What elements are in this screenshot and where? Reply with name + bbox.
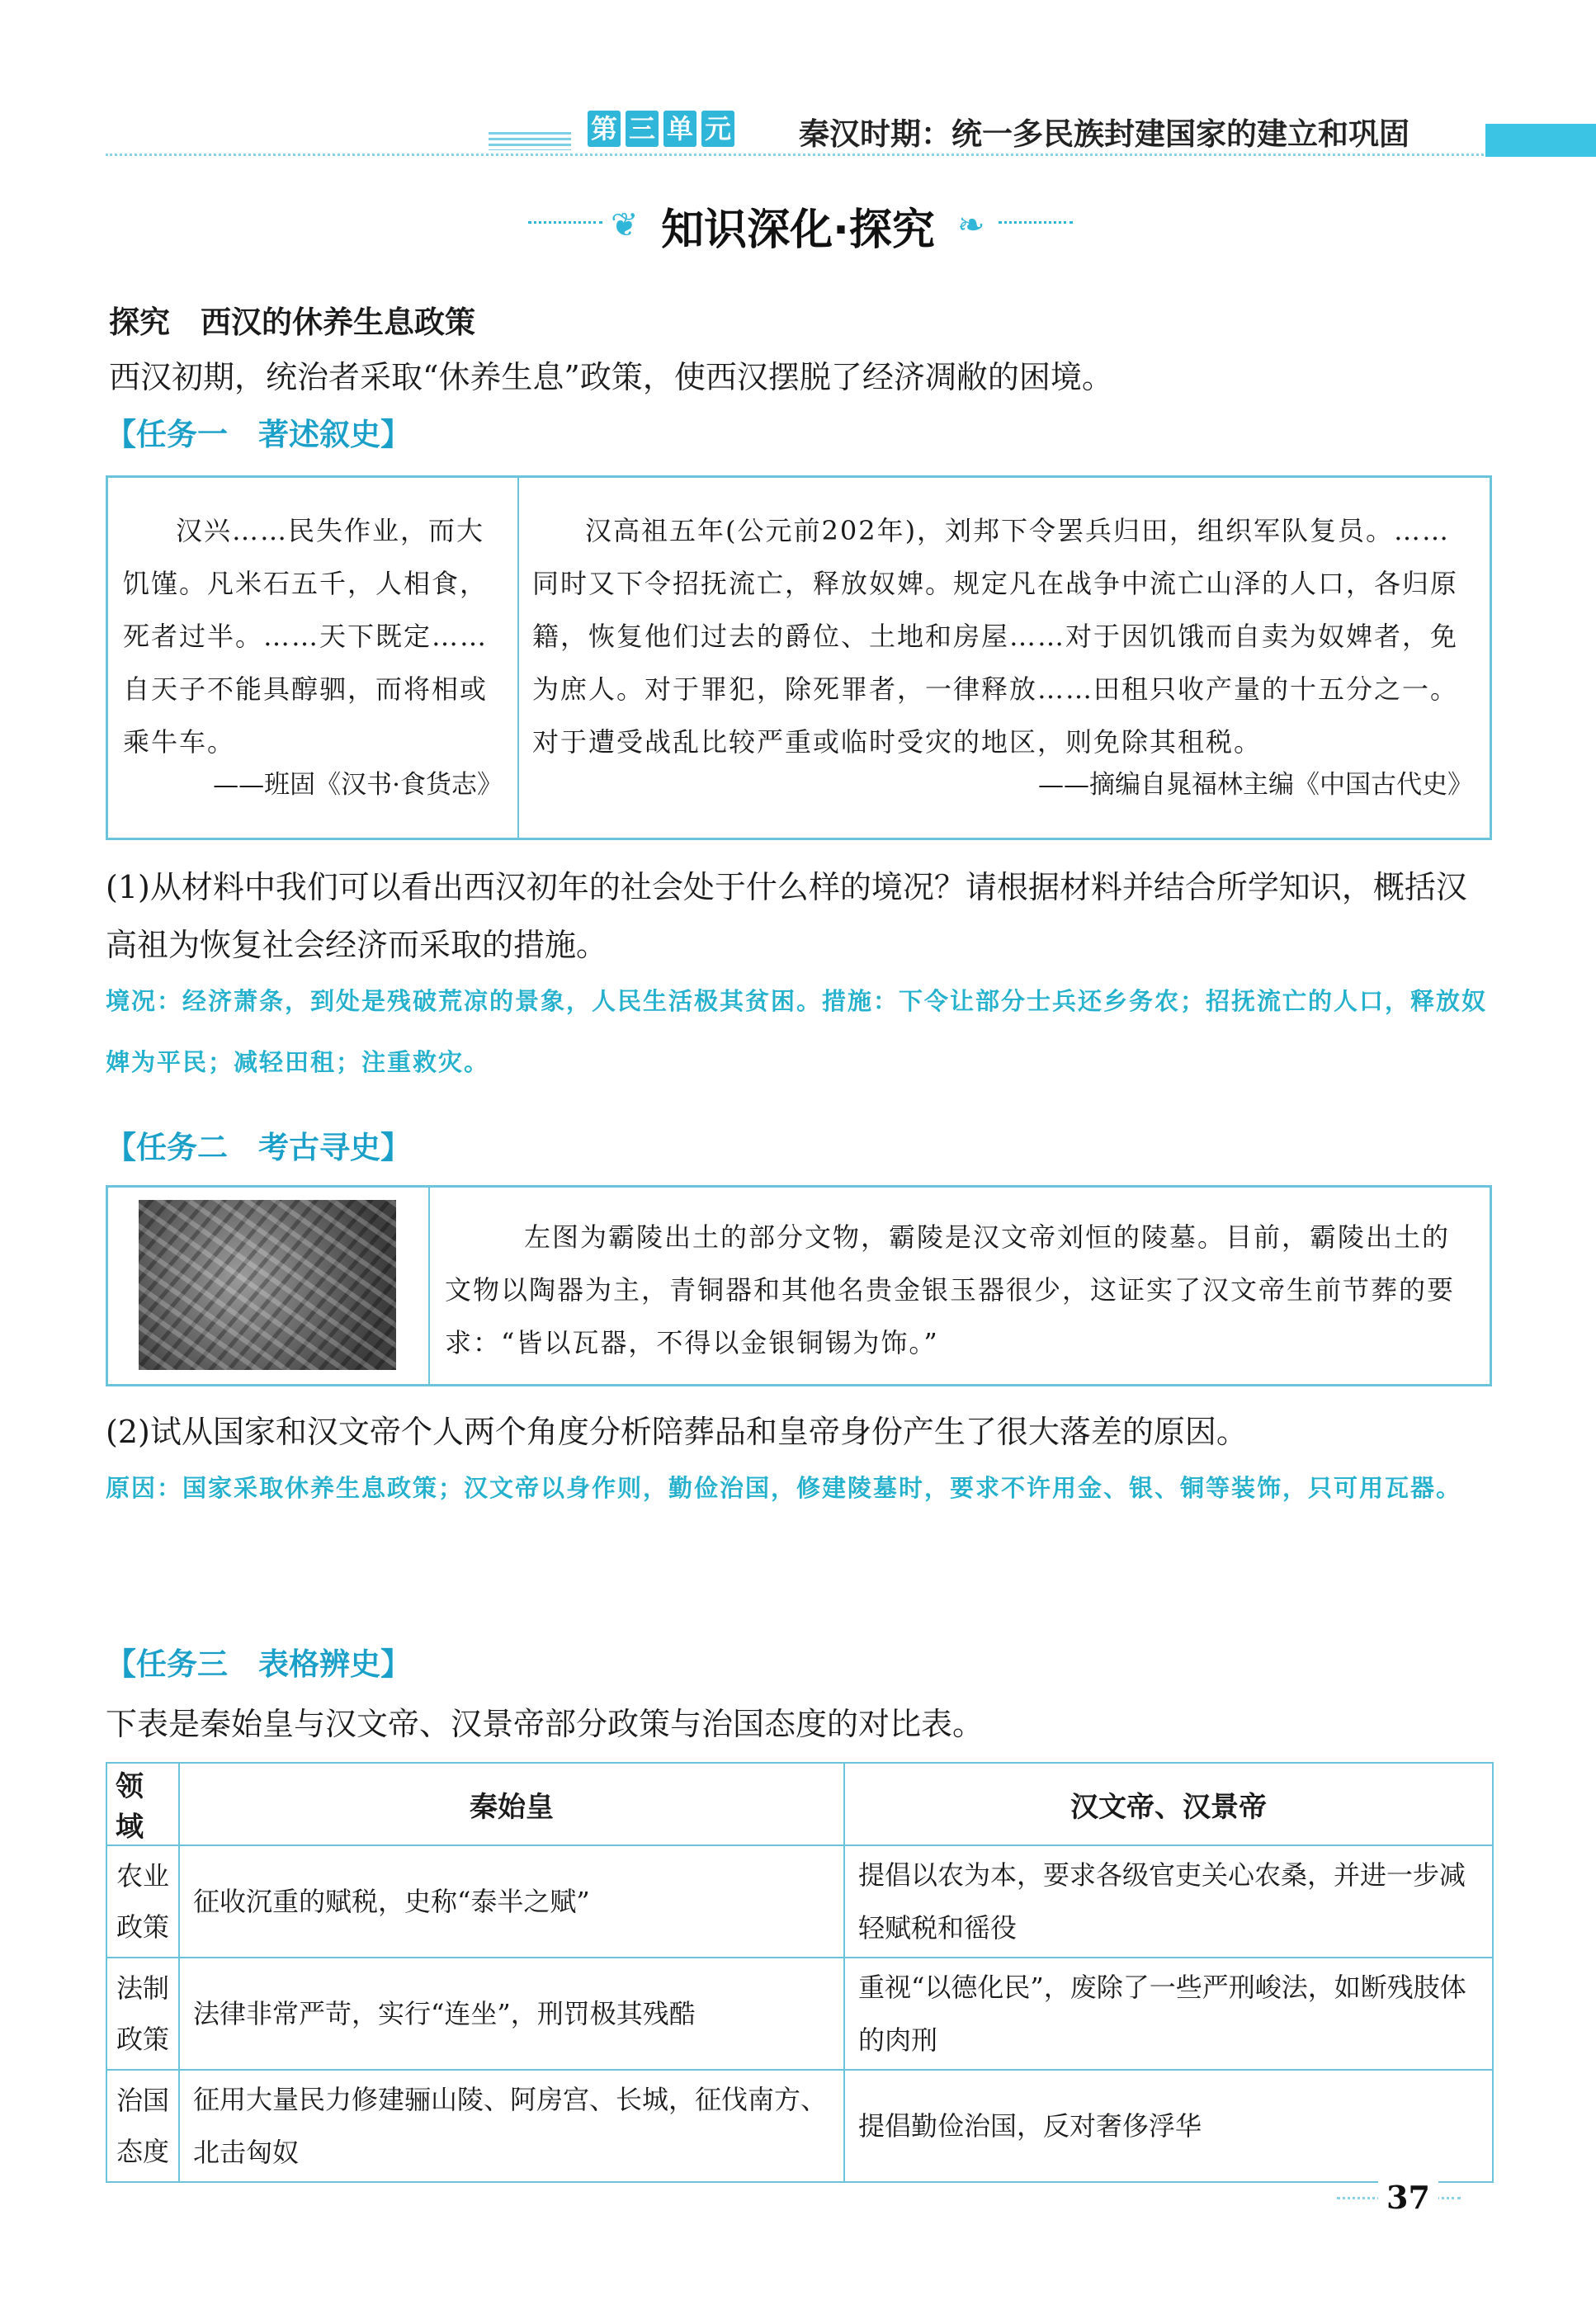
unit-badge-char: 第 bbox=[588, 111, 621, 147]
answer-1: 境况：经济萧条，到处是残破荒凉的景象，人民生活极其贫困。措施：下令让部分士兵还乡务农；招抚流亡的人口，释放奴婢为平民；减轻田租；注重救灾。 bbox=[106, 987, 1488, 1076]
table-cell-field: 农业政策 bbox=[106, 1845, 179, 1958]
task3-intro: 下表是秦始皇与汉文帝、汉景帝部分政策与治国态度的对比表。 bbox=[106, 1706, 985, 1742]
table-row bbox=[106, 1958, 1493, 2070]
explore-intro: 西汉初期，统治者采取“休养生息”政策，使西汉摆脱了经济凋敝的困境。 bbox=[109, 359, 1113, 395]
table-cell-han: 提倡以农为本，要求各级官吏关心农桑，并进一步减轻赋税和徭役 bbox=[844, 1845, 1493, 1958]
question-1: (1)从材料中我们可以看出西汉初年的社会处于什么样的境况？请根据材料并结合所学知识，概括汉高祖为恢复社会经济而采取的措施。 bbox=[106, 869, 1467, 963]
table-header: 秦始皇 bbox=[179, 1763, 844, 1845]
table-header-row bbox=[106, 1763, 1493, 1845]
material-divider bbox=[517, 478, 519, 838]
section-title: 知识深化·探究 bbox=[661, 205, 935, 255]
table-cell-qin: 法律非常严苛，实行“连坐”，刑罚极其残酷 bbox=[179, 1958, 844, 2070]
task1-material-box bbox=[106, 475, 1492, 840]
unit-badge-char: 元 bbox=[701, 111, 734, 147]
table-cell-han: 提倡勤俭治国，反对奢侈浮华 bbox=[844, 2070, 1493, 2182]
answer-2: 原因：国家采取休养生息政策；汉文帝以身作则，勤俭治国，修建陵墓时，要求不许用金、银、铜等装饰，只可用瓦器。 bbox=[106, 1474, 1462, 1502]
header-color-band bbox=[1485, 124, 1596, 157]
unit-badge-char: 单 bbox=[663, 111, 696, 147]
material-divider bbox=[428, 1188, 430, 1384]
table-cell-qin: 征收沉重的赋税，史称“泰半之赋” bbox=[179, 1845, 844, 1958]
table-row bbox=[106, 2070, 1493, 2182]
question-2: (2)试从国家和汉文帝个人两个角度分析陪葬品和皇帝身份产生了很大落差的原因。 bbox=[106, 1414, 1248, 1450]
header-rule bbox=[106, 154, 1484, 156]
title-ornament-right bbox=[999, 221, 1073, 224]
table-cell-field: 法制政策 bbox=[106, 1958, 179, 2070]
unit-badge bbox=[588, 111, 734, 147]
unit-title: 秦汉时期：统一多民族封建国家的建立和巩固 bbox=[799, 116, 1409, 152]
table-row bbox=[106, 1845, 1493, 1958]
table-cell-field: 治国态度 bbox=[106, 2070, 179, 2182]
swirl-icon: ❦ bbox=[611, 206, 639, 244]
task2-label: 【任务二 考古寻史】 bbox=[106, 1130, 411, 1165]
table-header: 领域 bbox=[106, 1763, 179, 1845]
table-cell-qin: 征用大量民力修建骊山陵、阿房宫、长城，征伐南方、北击匈奴 bbox=[179, 2070, 844, 2182]
page-number: 37 bbox=[1378, 2179, 1438, 2216]
task1-label: 【任务一 著述叙史】 bbox=[106, 417, 411, 452]
table-cell-han: 重视“以德化民”，废除了一些严刑峻法，如断残肢体的肉刑 bbox=[844, 1958, 1493, 2070]
material-left-citation: ——班固《汉书·食货志》 bbox=[213, 770, 503, 800]
comparison-table bbox=[106, 1762, 1494, 2183]
task3-label: 【任务三 表格辨史】 bbox=[106, 1646, 411, 1682]
task2-text: 左图为霸陵出土的部分文物，霸陵是汉文帝刘恒的陵墓。目前，霸陵出土的文物以陶器为主，青铜器和其他名贵金银玉器很少，这证实了汉文帝生前节葬的要求：“皆以瓦器，不得以金银铜锡为饰。” bbox=[445, 1221, 1456, 1358]
unit-badge-char: 三 bbox=[626, 111, 659, 147]
material-right-text: 汉高祖五年(公元前202年)，刘邦下令罢兵归田，组织军队复员。……同时又下令招抚流亡，释放奴婢。规定凡在战争中流亡山泽的人口，各归原籍，恢复他们过去的爵位、土地和房屋……对于因饥饿而自卖为奴婢者，免为庶人。对于罪犯，除死罪者，一律释放……田租只收产量的十五分之一。对于遭受战乱比较严重或临时受灾的地区，则免除其租税。 bbox=[532, 515, 1459, 758]
table-header: 汉文帝、汉景帝 bbox=[844, 1763, 1493, 1845]
header-decoration-lines bbox=[489, 132, 571, 150]
material-left-text: 汉兴……民失作业，而大饥馑。凡米石五千，人相食，死者过半。……天下既定……自天子不能具醇驷，而将相或乘牛车。 bbox=[123, 515, 489, 758]
explore-heading: 探究 西汉的休养生息政策 bbox=[109, 305, 475, 340]
baling-artifacts-photo bbox=[139, 1200, 396, 1370]
material-right-citation: ——摘编自晁福林主编《中国古代史》 bbox=[1038, 770, 1473, 800]
swirl-icon: ❧ bbox=[957, 206, 985, 244]
